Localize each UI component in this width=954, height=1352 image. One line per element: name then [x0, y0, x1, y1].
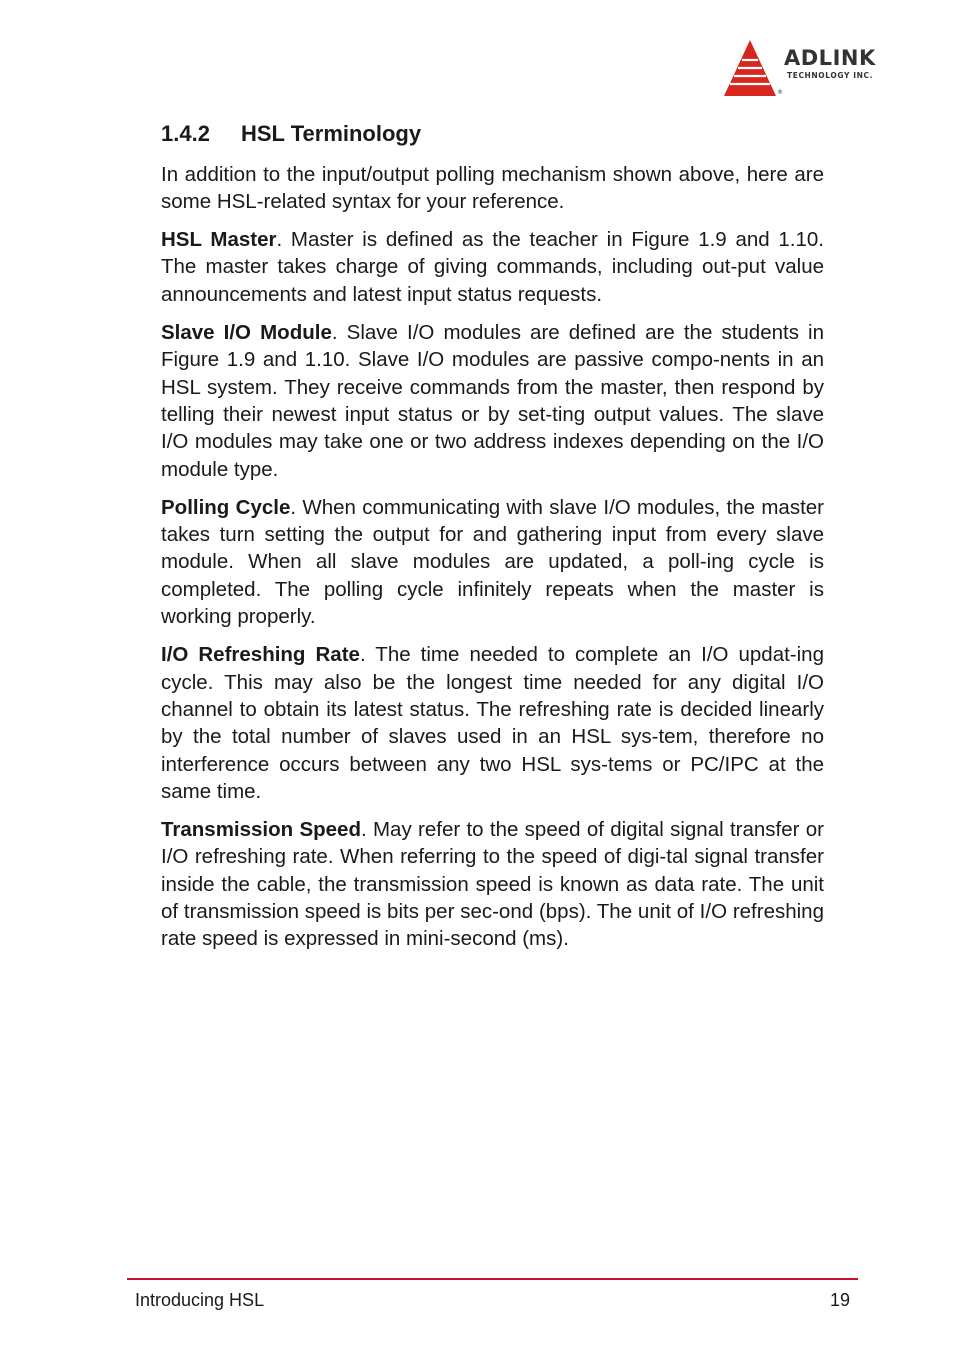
- term-label: I/O Refreshing Rate: [161, 643, 360, 667]
- term-label: Transmission Speed: [161, 818, 361, 842]
- section-heading: [161, 120, 824, 149]
- document-body: [161, 120, 824, 964]
- term-definition: . Master is defined as the teacher in Figure 1.9 and 1.10. The master takes charge of giving commands, including out-put value announcements and latest input status requests.: [161, 228, 824, 306]
- footer-chapter-title: Introducing HSL: [135, 1290, 265, 1310]
- registered-mark: ®: [777, 89, 783, 96]
- section-number: 1.4.2: [161, 121, 210, 146]
- term-paragraph-slave-io-module: [161, 319, 824, 483]
- term-definition: . May refer to the speed of digital signal transfer or I/O refreshing rate. When referring to the speed of digi-tal signal transfer inside the cable, the transmission speed is known as data rate. The unit of transmission speed is bits per sec-ond (bps). The unit of I/O refreshing rate speed is expressed in mini-second (ms).: [161, 818, 824, 951]
- adlink-triangle-icon: [722, 38, 778, 98]
- term-paragraph-io-refreshing-rate: [161, 641, 824, 805]
- term-paragraph-hsl-master: [161, 226, 824, 308]
- company-logo: [722, 38, 912, 100]
- term-label: Polling Cycle: [161, 495, 291, 519]
- term-definition: . When communicating with slave I/O modules, the master takes turn setting the output for and gathering input from every slave module. When all slave modules are updated, a poll-ing cycle is completed. The polling cycle infinitely repeats when the master is working properly.: [161, 495, 825, 629]
- section-title: HSL Terminology: [241, 121, 422, 146]
- term-definition: . Slave I/O modules are defined are the students in Figure 1.9 and 1.10. Slave I/O modules are passive compo-nents in an HSL system. They receive commands from the master, then respond by telling their newest input status or by set-ting output values. The slave I/O modules may take one or two address indexes depending on the I/O module type.: [161, 321, 824, 481]
- intro-paragraph: In addition to the input/output polling mechanism shown above, here are some HSL-related syntax for your reference.: [161, 162, 824, 213]
- logo-wordmark: ADLINK: [784, 46, 876, 70]
- footer-divider: [127, 1278, 858, 1280]
- logo-tagline: TECHNOLOGY INC.: [787, 71, 874, 80]
- term-paragraph-polling-cycle: [161, 494, 824, 630]
- term-label: Slave I/O Module: [161, 321, 332, 345]
- term-label: HSL Master: [161, 228, 277, 252]
- term-definition: . The time needed to complete an I/O updat-ing cycle. This may also be the longest time needed for any digital I/O channel to obtain its latest status. The refreshing rate is decided linearly by the total number of slaves used in an HSL sys-tem, therefore no interference occurs between any two HSL sys-tems or PC/IPC at the same time.: [161, 643, 824, 803]
- page-number: 19: [829, 1290, 850, 1310]
- term-paragraph-transmission-speed: [161, 816, 824, 952]
